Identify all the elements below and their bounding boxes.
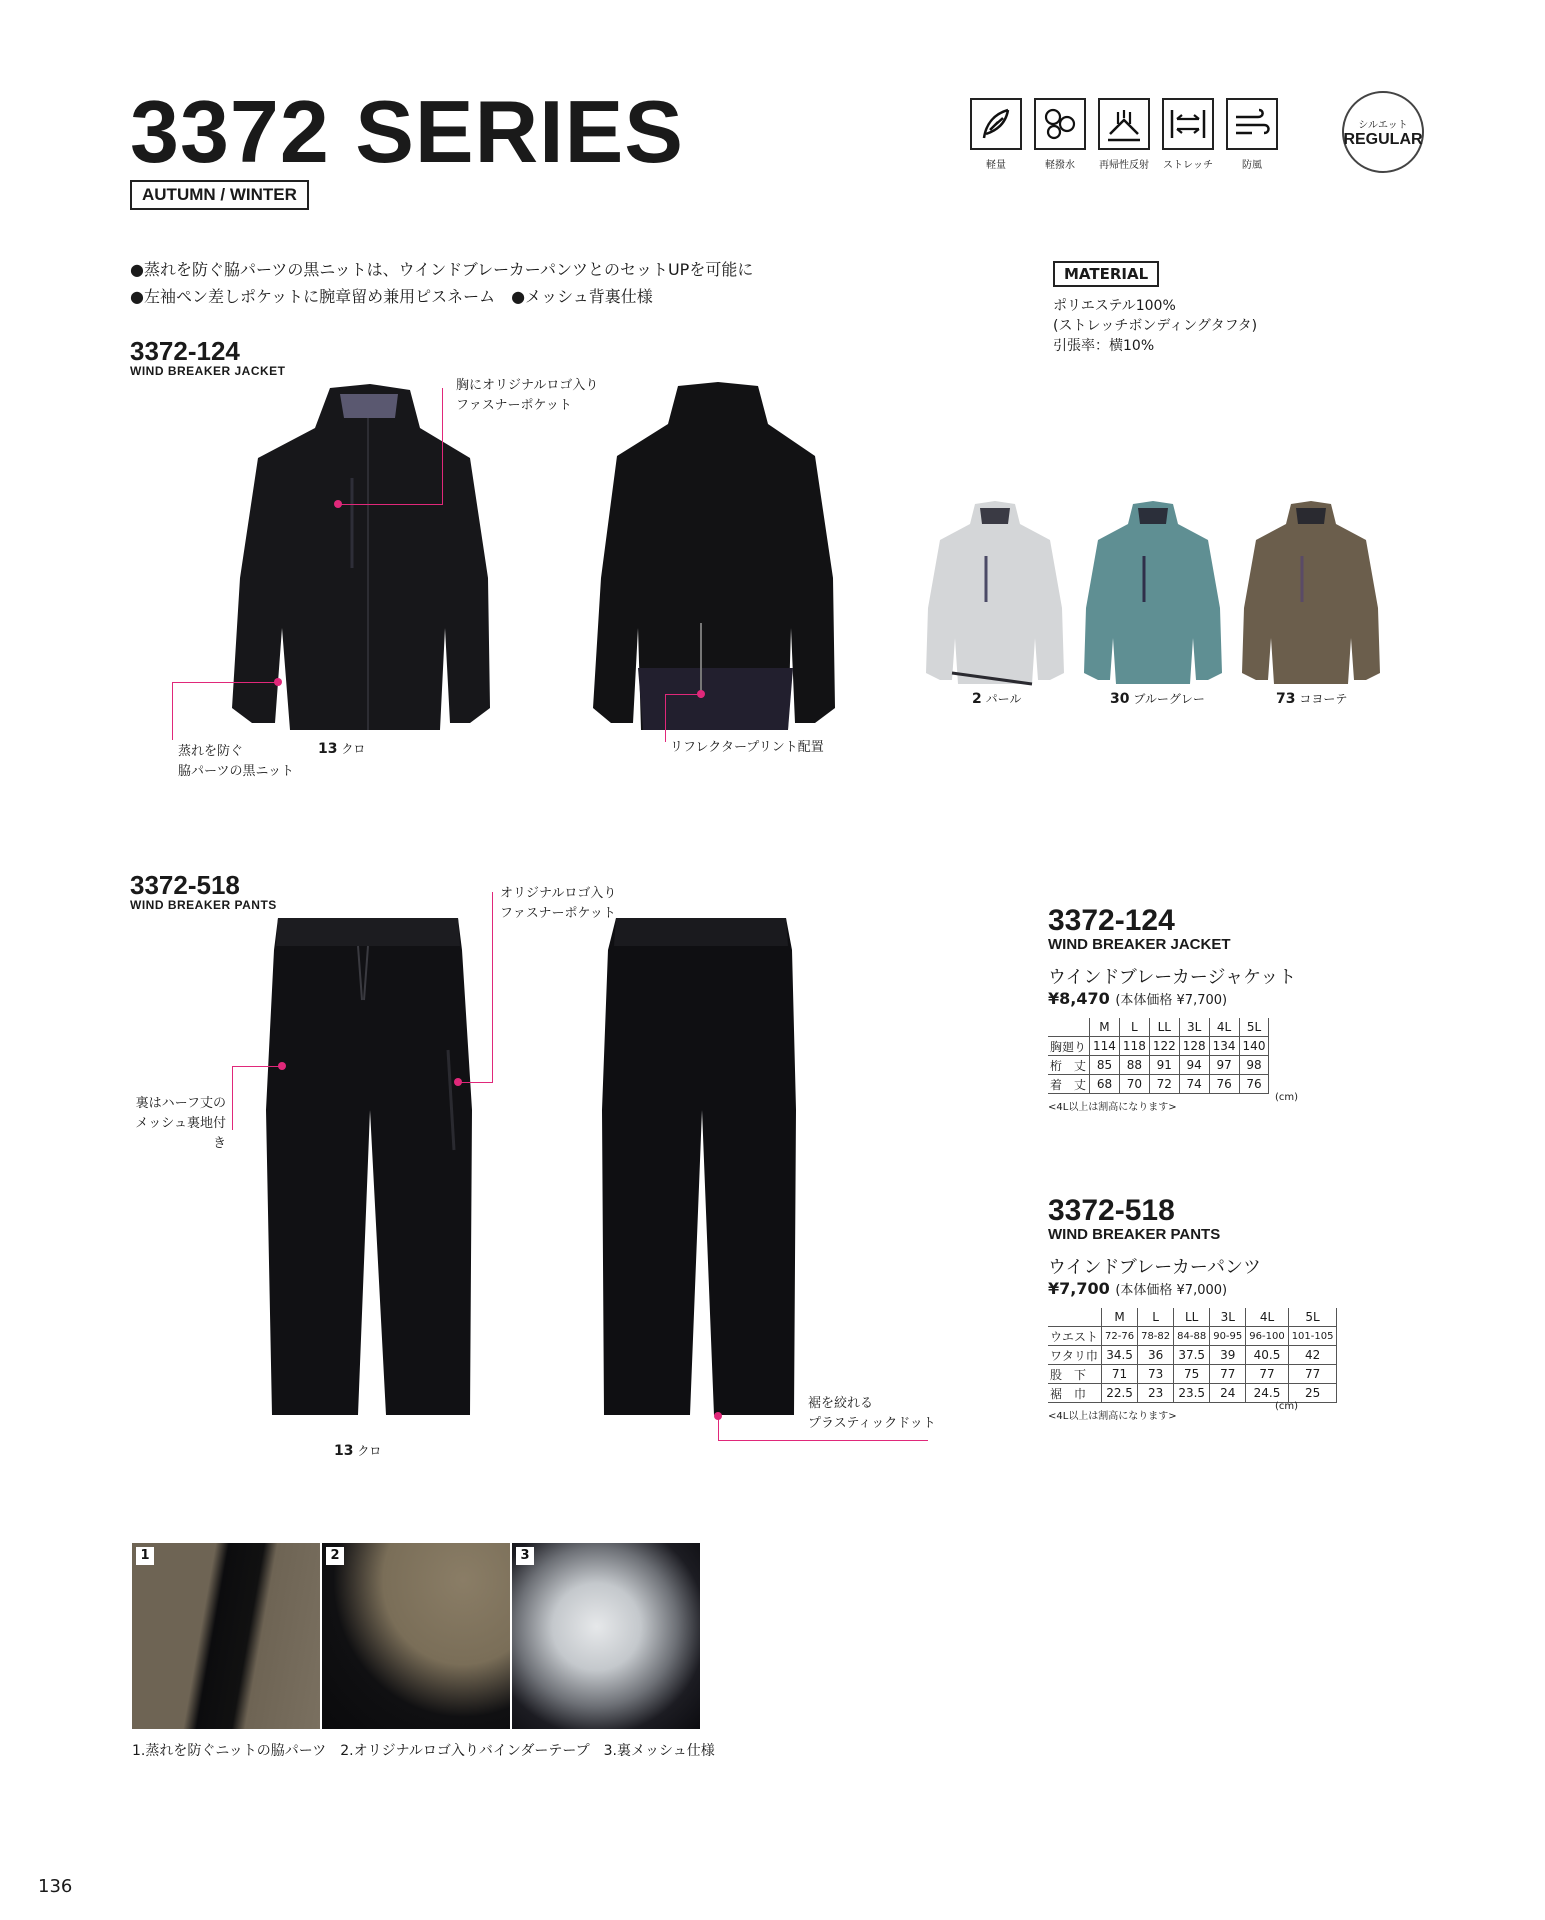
table-row: ウエスト 72-76 78-82 84-88 90-95 96-100 101-105 (1048, 1327, 1337, 1346)
wind-icon (1226, 98, 1278, 150)
function-wind: 防風 (1226, 98, 1292, 171)
callout-line (665, 694, 666, 742)
pants-note-hem: 裾を絞れる プラスティックドット (808, 1396, 936, 1431)
page-title: 3372 SERIES (130, 82, 684, 181)
callout-line (492, 892, 493, 1082)
function-water: 軽撥水 (1034, 98, 1100, 171)
material-badge: MATERIAL (1053, 261, 1159, 287)
table-row: 裾 巾 22.5 23 23.5 24 24.5 25 (1048, 1384, 1337, 1403)
water-repellent-icon (1034, 98, 1086, 150)
table-row: 胸廻り 114 118 122 128 134 140 (1048, 1037, 1269, 1056)
feature-line-2: ●左袖ペン差しポケットに腕章留め兼用ピスネーム ●メッシュ背裏仕様 (130, 287, 653, 306)
table-row: 着 丈 68 70 72 74 76 76 (1048, 1075, 1269, 1094)
jacket-color-coyote-image (1236, 498, 1386, 688)
callout-dot (334, 500, 342, 508)
callout-line (718, 1440, 928, 1441)
callout-line (338, 504, 443, 505)
pants-size-table: M L LL 3L 4L 5L ウエスト 72-76 78-82 84-88 90-95 96-100 101-105 ワタリ巾 34.5 36 37.5 39 40.5 42 股 下 71 73 75 77 77 77 裾 巾 22.5 23 23.5 24 24.5 25 (1048, 1308, 1337, 1403)
callout-line (232, 1066, 233, 1130)
feature-line-1: ●蒸れを防ぐ脇パーツの黒ニットは、ウインドブレーカーパンツとのセットUPを可能に (130, 260, 754, 279)
callout-line (172, 682, 173, 740)
jacket-model: 3372-124 WIND BREAKER JACKET (130, 336, 286, 378)
function-stretch: ストレッチ (1162, 98, 1228, 171)
reflector-icon (1098, 98, 1150, 150)
callout-dot (454, 1078, 462, 1086)
jacket-note-side: 蒸れを防ぐ 脇パーツの黒ニット (178, 744, 294, 779)
callout-line (458, 1082, 493, 1083)
detail-image-2: 2 (322, 1543, 510, 1729)
pants-note-mesh: 裏はハーフ丈の メッシュ裏地付き (135, 1096, 226, 1151)
detail-image-1: 1 (132, 1543, 320, 1729)
callout-line (442, 388, 443, 504)
callout-dot (278, 1062, 286, 1070)
feature-list (130, 256, 753, 310)
spec-jacket: 3372-124 WIND BREAKER JACKET ウインドブレーカージャケット ¥8,470 (本体価格 ¥7,700) M L LL 3L 4L 5L 胸廻り 114 118 122 128 134 140 桁 丈 85 88 91 94 97 98 着 丈 68 70 72 74 76 76 <4L以上は割高になります> (cm) (1048, 904, 1298, 1113)
table-row: ワタリ巾 34.5 36 37.5 39 40.5 42 (1048, 1346, 1337, 1365)
jacket-size-table: M L LL 3L 4L 5L 胸廻り 114 118 122 128 134 140 桁 丈 85 88 91 94 97 98 着 丈 68 70 72 74 76 76 (1048, 1018, 1269, 1094)
season-badge: AUTUMN / WINTER (130, 180, 309, 210)
callout-line (232, 1066, 282, 1067)
detail-image-3: 3 (512, 1543, 700, 1729)
color-bluegray-label: 30 ブルーグレー (1110, 691, 1205, 707)
function-reflector: 再帰性反射 (1098, 98, 1164, 171)
jacket-price: ¥8,470 (本体価格 ¥7,700) (1048, 989, 1228, 1008)
color-coyote-label: 73 コヨーテ (1276, 691, 1348, 707)
jacket-back-image (583, 378, 848, 738)
jacket-main-color: 13 クロ (318, 741, 366, 757)
pants-front-image (258, 910, 478, 1425)
table-row: 股 下 71 73 75 77 77 77 (1048, 1365, 1337, 1384)
callout-line (172, 682, 278, 683)
callout-dot (714, 1412, 722, 1420)
pants-back-image (596, 910, 806, 1425)
spec-pants: 3372-518 WIND BREAKER PANTS ウインドブレーカーパンツ ¥7,700 (本体価格 ¥7,000) M L LL 3L 4L 5L ウエスト 72-76 78-82 84-88 90-95 96-100 101-105 ワタリ巾 34.5 36 37.5 39 40.5 42 股 下 71 73 75 77 77 77 裾 巾 22.5 23 23.5 24 24.5 25 <4L以上は割高になります> (cm) (1048, 1196, 1337, 1421)
page-number: 136 (38, 1876, 73, 1897)
detail-caption: 1.蒸れを防ぐニットの脇パーツ 2.オリジナルロゴ入りバインダーテープ 3.裏メッシュ仕様 (132, 1743, 715, 1759)
material-text: ポリエステル100% (ストレッチボンディングタフタ) 引張率：横10% (1053, 298, 1258, 354)
silhouette-badge: シルエット REGULAR (1342, 91, 1424, 173)
callout-dot (697, 690, 705, 698)
jacket-note-reflector: リフレクタープリント配置 (670, 740, 824, 755)
callout-line (665, 694, 701, 695)
jacket-note-chest: 胸にオリジナルロゴ入り ファスナーポケット (456, 378, 599, 413)
function-feather: 軽量 (970, 98, 1036, 171)
feather-icon (970, 98, 1022, 150)
pants-note-pocket: オリジナルロゴ入り ファスナーポケット (500, 886, 617, 921)
jacket-color-pearl-image (920, 498, 1070, 688)
pants-price: ¥7,700 (本体価格 ¥7,000) (1048, 1279, 1228, 1298)
callout-dot (274, 678, 282, 686)
table-row: 桁 丈 85 88 91 94 97 98 (1048, 1056, 1269, 1075)
pants-model: 3372-518 WIND BREAKER PANTS (130, 870, 277, 912)
pants-main-color: 13 クロ (334, 1443, 382, 1459)
jacket-front-image (220, 378, 500, 738)
color-pearl-label: 2 パール (972, 691, 1022, 707)
jacket-color-bluegray-image (1078, 498, 1228, 688)
stretch-icon (1162, 98, 1214, 150)
